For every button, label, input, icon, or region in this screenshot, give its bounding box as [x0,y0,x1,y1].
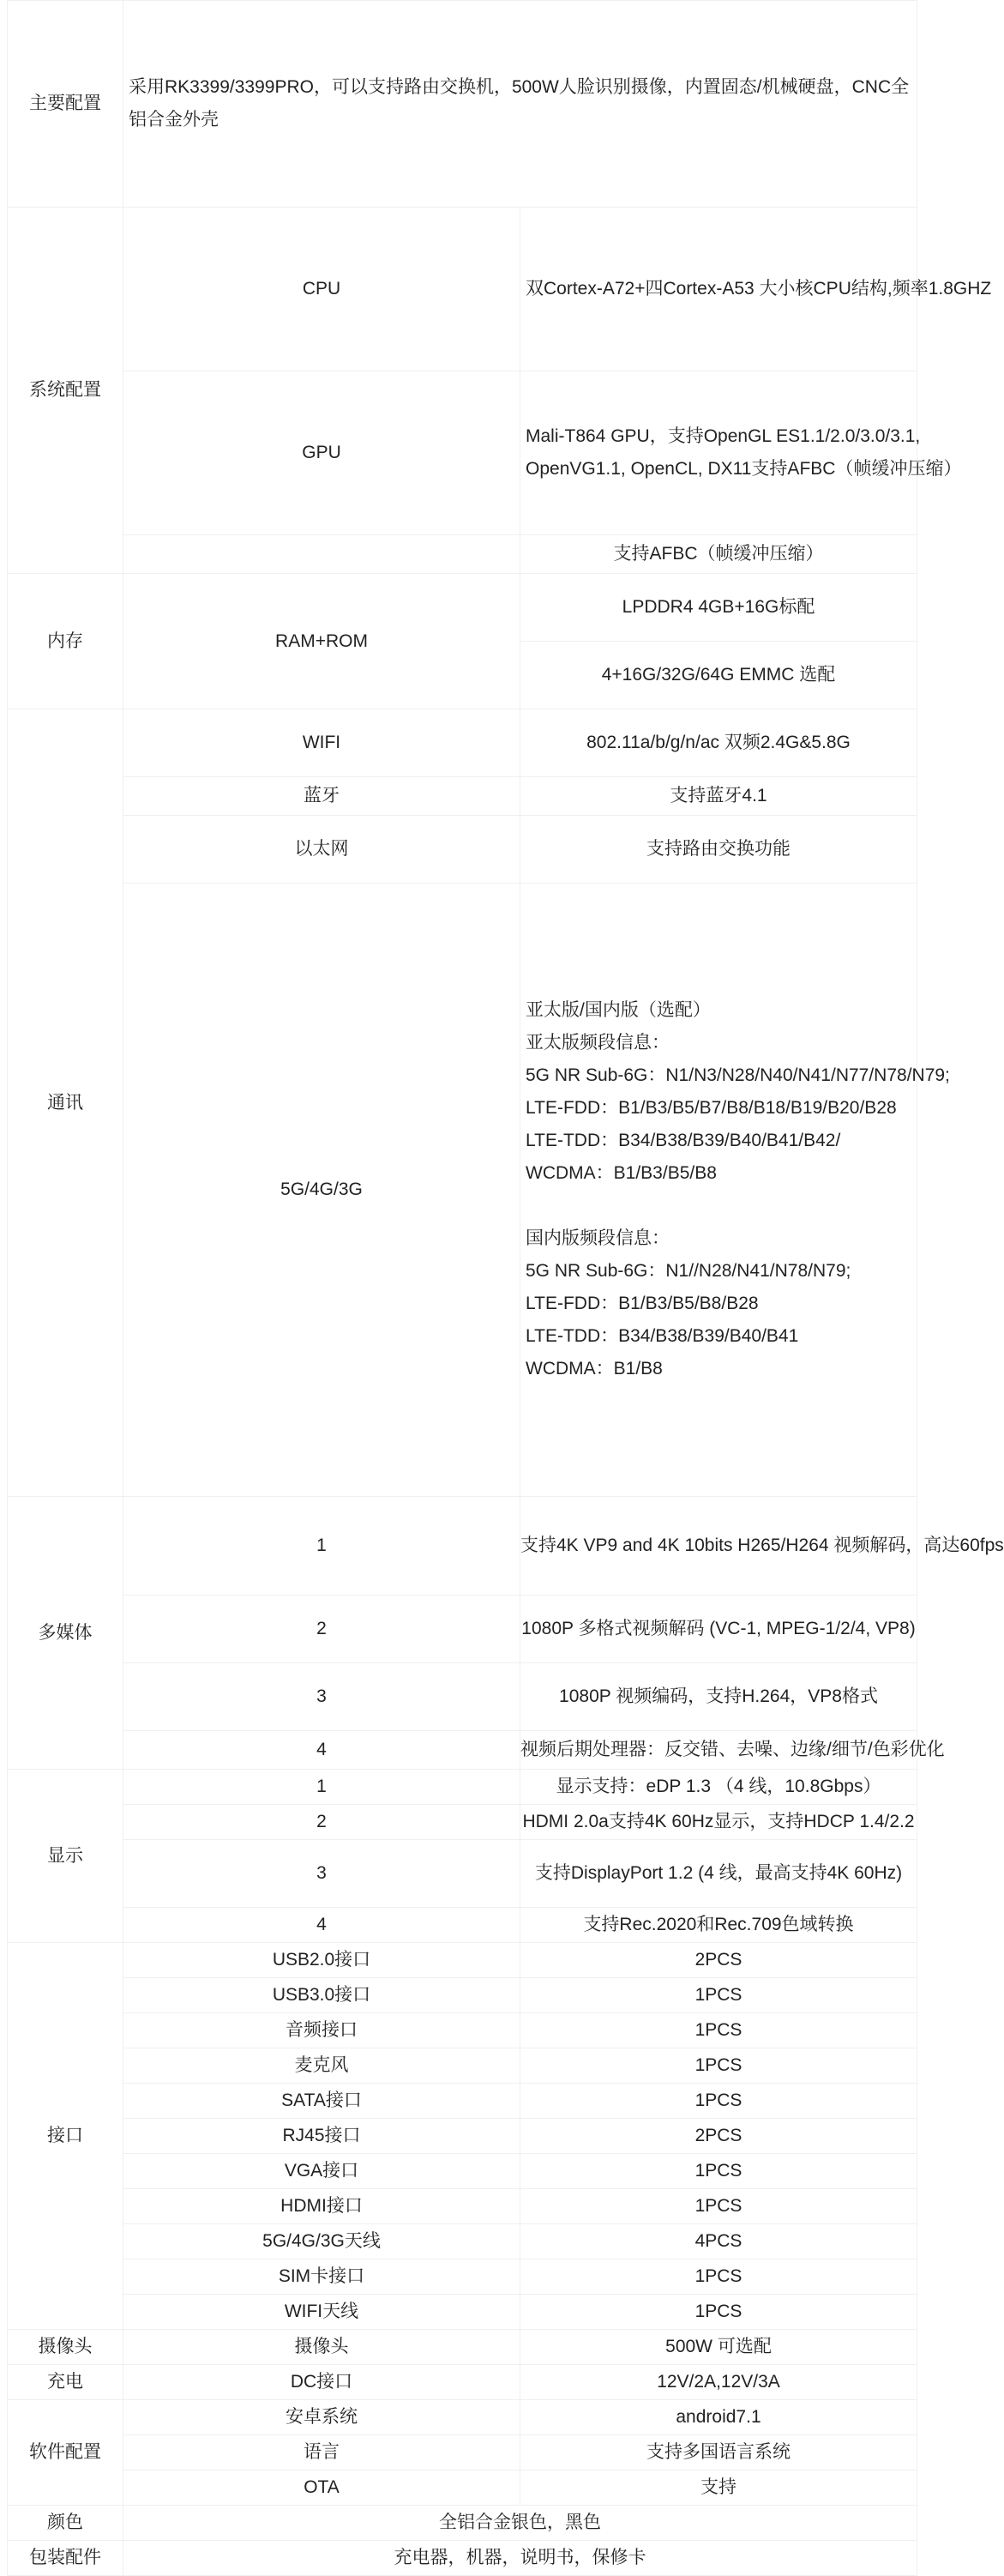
gpu-value [520,371,962,535]
row-media-4 [8,1731,917,1770]
label-color: 颜色 [8,2506,123,2541]
row-main-config [8,1,917,208]
port-name: USB2.0接口 [123,1943,520,1978]
media-num: 3 [123,1663,520,1731]
cellular-line: LTE-FDD：B1/B3/B5/B8/B28 [526,1294,759,1313]
port-count: 4PCS [520,2224,917,2259]
software-value: 支持 [520,2470,917,2506]
package-value: 充电器，机器，说明书，保修卡 [123,2541,917,2576]
row-media-1 [8,1497,917,1596]
row-port [8,2189,917,2224]
display-value: HDMI 2.0a支持4K 60Hz显示，支持HDCP 1.4/2.2 [520,1805,917,1840]
cpu-name: CPU [123,208,520,371]
row-wifi [8,709,917,777]
row-port [8,2224,917,2259]
port-name: SATA接口 [123,2084,520,2119]
port-count: 2PCS [520,2119,917,2154]
cellular-line: 亚太版/国内版（选配） [526,1000,711,1020]
row-media-3 [8,1663,917,1731]
row-port [8,2119,917,2154]
row-gpu [8,371,917,535]
cellular-value [520,884,950,1497]
port-name: WIFI天线 [123,2295,520,2330]
port-name: 5G/4G/3G天线 [123,2224,520,2259]
row-display-3 [8,1840,917,1908]
row-port [8,2048,917,2084]
row-port [8,2013,917,2048]
label-main-config: 主要配置 [8,1,123,208]
port-name: RJ45接口 [123,2119,520,2154]
ethernet-name: 以太网 [123,816,520,884]
row-port [8,2259,917,2295]
cellular-line [526,1190,917,1222]
cellular-line: 5G NR Sub-6G：N1//N28/N41/N78/N79; [526,1261,851,1281]
afbc-blank [123,535,520,574]
row-camera [8,2330,917,2365]
cellular-line: LTE-TDD：B34/B38/B39/B40/B41/B42/ [526,1131,841,1150]
gpu-name: GPU [123,371,520,535]
row-port [8,2154,917,2189]
media-num: 2 [123,1596,520,1663]
row-port [8,2084,917,2119]
port-count: 1PCS [520,2295,917,2330]
ethernet-value: 支持路由交换功能 [520,816,917,884]
port-count: 1PCS [520,2189,917,2224]
media-value: 支持4K VP9 and 4K 10bits H265/H264 视频解码，高达60fps [520,1497,917,1596]
row-bluetooth [8,777,917,816]
label-memory: 内存 [8,574,123,709]
label-ports: 接口 [8,1943,123,2330]
media-num: 4 [123,1731,520,1770]
software-value: android7.1 [520,2400,917,2435]
cpu-value: 双Cortex-A72+四Cortex-A53 大小核CPU结构,频率1.8GHZ [520,208,917,371]
bluetooth-name: 蓝牙 [123,777,520,816]
cellular-line: 亚太版频段信息： [526,1033,670,1053]
software-name: 语言 [123,2435,520,2470]
software-name: 安卓系统 [123,2400,520,2435]
dc-port-name: DC接口 [123,2365,520,2400]
row-ethernet [8,816,917,884]
media-value: 视频后期处理器：反交错、去噪、边缘/细节/色彩优化 [520,1731,917,1770]
afbc-value: 支持AFBC（帧缓冲压缩） [520,535,917,574]
row-media-2 [8,1596,917,1663]
gpu-line: Mali-T864 GPU，支持OpenGL ES1.1/2.0/3.0/3.1, [526,426,921,446]
row-color [8,2506,917,2541]
port-count: 1PCS [520,2084,917,2119]
row-port [8,2295,917,2330]
color-value: 全铝合金银色，黑色 [123,2506,917,2541]
port-name: USB3.0接口 [123,1978,520,2013]
cellular-line: 5G NR Sub-6G：N1/N3/N28/N40/N41/N77/N78/N79; [526,1065,950,1085]
media-num: 1 [123,1497,520,1596]
display-num: 3 [123,1840,520,1908]
memory-name: RAM+ROM [123,574,520,709]
row-display-1 [8,1770,917,1805]
row-cpu [8,208,917,371]
camera-value: 500W 可选配 [520,2330,917,2365]
camera-name: 摄像头 [123,2330,520,2365]
port-count: 1PCS [520,2154,917,2189]
row-software-2 [8,2435,917,2470]
gpu-line: OpenVG1.1, OpenCL, DX11支持AFBC（帧缓冲压缩） [526,459,962,479]
port-count: 1PCS [520,2259,917,2295]
media-value: 1080P 多格式视频解码 (VC-1, MPEG-1/2/4, VP8) [520,1596,917,1663]
cellular-line: WCDMA：B1/B8 [526,1359,663,1378]
software-name: OTA [123,2470,520,2506]
cellular-name: 5G/4G/3G [123,884,520,1497]
port-count: 1PCS [520,2048,917,2084]
row-software-1 [8,2400,917,2435]
port-name: 麦克风 [123,2048,520,2084]
port-name: SIM卡接口 [123,2259,520,2295]
memory-value-2: 4+16G/32G/64G EMMC 选配 [520,642,917,709]
port-name: HDMI接口 [123,2189,520,2224]
display-num: 2 [123,1805,520,1840]
memory-value-1: LPDDR4 4GB+16G标配 [520,574,917,642]
label-camera: 摄像头 [8,2330,123,2365]
row-display-4 [8,1908,917,1943]
cellular-line: 国内版频段信息： [526,1228,670,1248]
main-config-text: 采用RK3399/3399PRO，可以支持路由交换机，500W人脸识别摄像，内置固态/机械硬盘，CNC全铝合金外壳 [123,1,917,208]
row-afbc [8,535,917,574]
port-count: 1PCS [520,2013,917,2048]
row-port [8,1978,917,2013]
display-value: 支持Rec.2020和Rec.709色域转换 [520,1908,917,1943]
media-value: 1080P 视频编码，支持H.264，VP8格式 [520,1663,917,1731]
cellular-line: LTE-FDD：B1/B3/B5/B7/B8/B18/B19/B20/B28 [526,1098,897,1118]
row-port [8,1943,917,1978]
row-cellular [8,884,917,1497]
row-package [8,2541,917,2576]
port-count: 1PCS [520,1978,917,2013]
display-num: 4 [123,1908,520,1943]
label-software: 软件配置 [8,2400,123,2506]
row-memory-1 [8,574,917,642]
cellular-line: LTE-TDD：B34/B38/B39/B40/B41 [526,1326,799,1346]
wifi-name: WIFI [123,709,520,777]
display-value: 支持DisplayPort 1.2 (4 线，最高支持4K 60Hz) [520,1840,917,1908]
software-value: 支持多国语言系统 [520,2435,917,2470]
label-multimedia: 多媒体 [8,1497,123,1770]
display-value: 显示支持：eDP 1.3 （4 线，10.8Gbps） [520,1770,917,1805]
cellular-line: WCDMA：B1/B3/B5/B8 [526,1163,717,1183]
label-communication: 通讯 [8,709,123,1497]
label-system-config: 系统配置 [8,208,123,574]
row-software-3 [8,2470,917,2506]
label-display: 显示 [8,1770,123,1943]
display-num: 1 [123,1770,520,1805]
label-package: 包装配件 [8,2541,123,2576]
port-name: 音频接口 [123,2013,520,2048]
dc-port-value: 12V/2A,12V/3A [520,2365,917,2400]
wifi-value: 802.11a/b/g/n/ac 双频2.4G&5.8G [520,709,917,777]
spec-table [7,0,1004,2576]
port-count: 2PCS [520,1943,917,1978]
port-name: VGA接口 [123,2154,520,2189]
row-display-2 [8,1805,917,1840]
label-charging: 充电 [8,2365,123,2400]
row-power [8,2365,917,2400]
bluetooth-value: 支持蓝牙4.1 [520,777,917,816]
